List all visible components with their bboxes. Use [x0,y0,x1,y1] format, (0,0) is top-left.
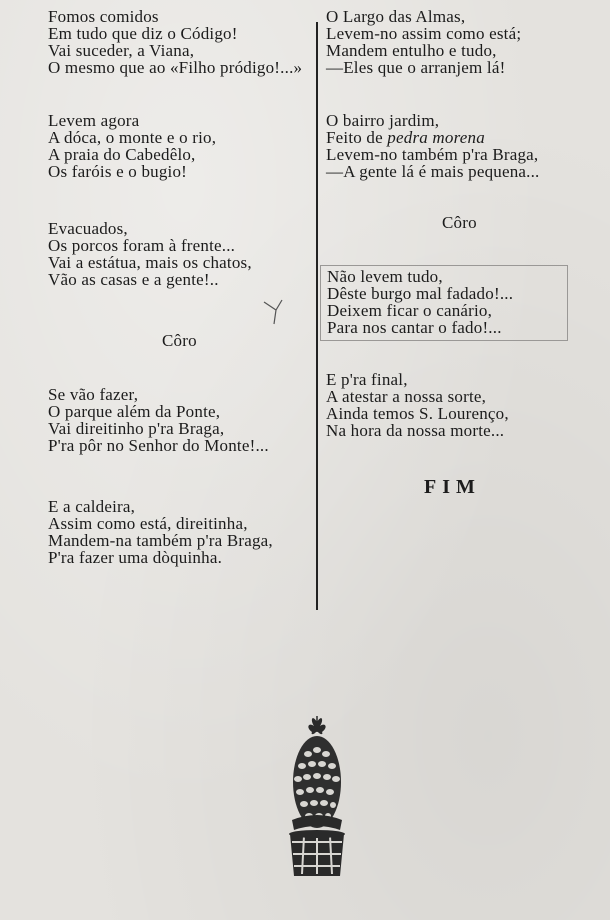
verse-line: E p'ra final, [326,370,408,389]
verse-line: Vão as casas e a gente!.. [48,270,219,289]
verse-line: P'ra fazer uma dòquinha. [48,548,223,567]
italic-phrase: pedra morena [387,128,485,147]
right-stanza-2 [326,112,606,180]
verse-line: Deixem ficar o canário, [327,301,493,320]
verse-line: Evacuados, [48,219,128,238]
verse-line: P'ra pôr no Senhor do Monte!... [48,436,269,455]
verse-line: Vai suceder, a Viana, [48,41,195,60]
left-stanza-4 [48,386,310,454]
column-divider [316,22,318,610]
verse-line: Não levem tudo, [327,267,443,286]
verse-line: Para nos cantar o fado!... [327,318,502,337]
verse-line: Ainda temos S. Lourenço, [326,404,509,423]
verse-line: Assim como está, direitinha, [48,514,248,533]
verse-line: Levem agora [48,111,140,130]
pineapple-ornament-icon [282,712,352,882]
verse-line: —Eles que o arranjem lá! [326,58,506,77]
left-stanza-3 [48,220,310,288]
chorus-heading: Côro [162,331,197,350]
verse-line: —A gente lá é mais pequena... [326,162,540,181]
verse-line: O Largo das Almas, [326,7,466,26]
verse-line: Vai direitinho p'ra Braga, [48,419,225,438]
verse-line: Mandem-na também p'ra Braga, [48,531,273,550]
chorus-heading: Côro [442,213,477,232]
verse-line: A dóca, o monte e o rio, [48,128,217,147]
left-stanza-1 [48,8,310,76]
verse-line: Os porcos foram à frente... [48,236,236,255]
verse-line: Vai a estátua, mais os chatos, [48,253,252,272]
verse-line: Na hora da nossa morte... [326,421,505,440]
verse-line: E a caldeira, [48,497,136,516]
left-stanza-2 [48,112,310,180]
verse-line: A praia do Cabedêlo, [48,145,196,164]
verse-line: A atestar a nossa sorte, [326,387,487,406]
pencil-mark-icon [262,296,286,326]
verse-line: Levem-no também p'ra Braga, [326,145,539,164]
verse-line: Mandem entulho e tudo, [326,41,497,60]
verse-line: Dêste burgo mal fadado!... [327,284,514,303]
right-stanza-4 [326,371,606,439]
verse-line: Em tudo que diz o Código! [48,24,238,43]
verse-line: Levem-no assim como está; [326,24,522,43]
verse-line: Fomos comidos [48,7,159,26]
left-stanza-5 [48,498,310,566]
verse-line: O bairro jardim, [326,111,440,130]
verse-line: Se vão fazer, [48,385,139,404]
verse-line: Os faróis e o bugio! [48,162,188,181]
right-stanza-1 [326,8,606,76]
left-column [48,8,310,566]
end-mark: FIM [424,476,481,498]
verse-line [326,129,606,146]
verse-line: O mesmo que ao «Filho pródigo!...» [48,58,303,77]
verse-line: O parque além da Ponte, [48,402,221,421]
right-column [326,8,606,496]
right-stanza-3-chorus [320,265,568,341]
verse-text: Feito de [326,128,388,147]
